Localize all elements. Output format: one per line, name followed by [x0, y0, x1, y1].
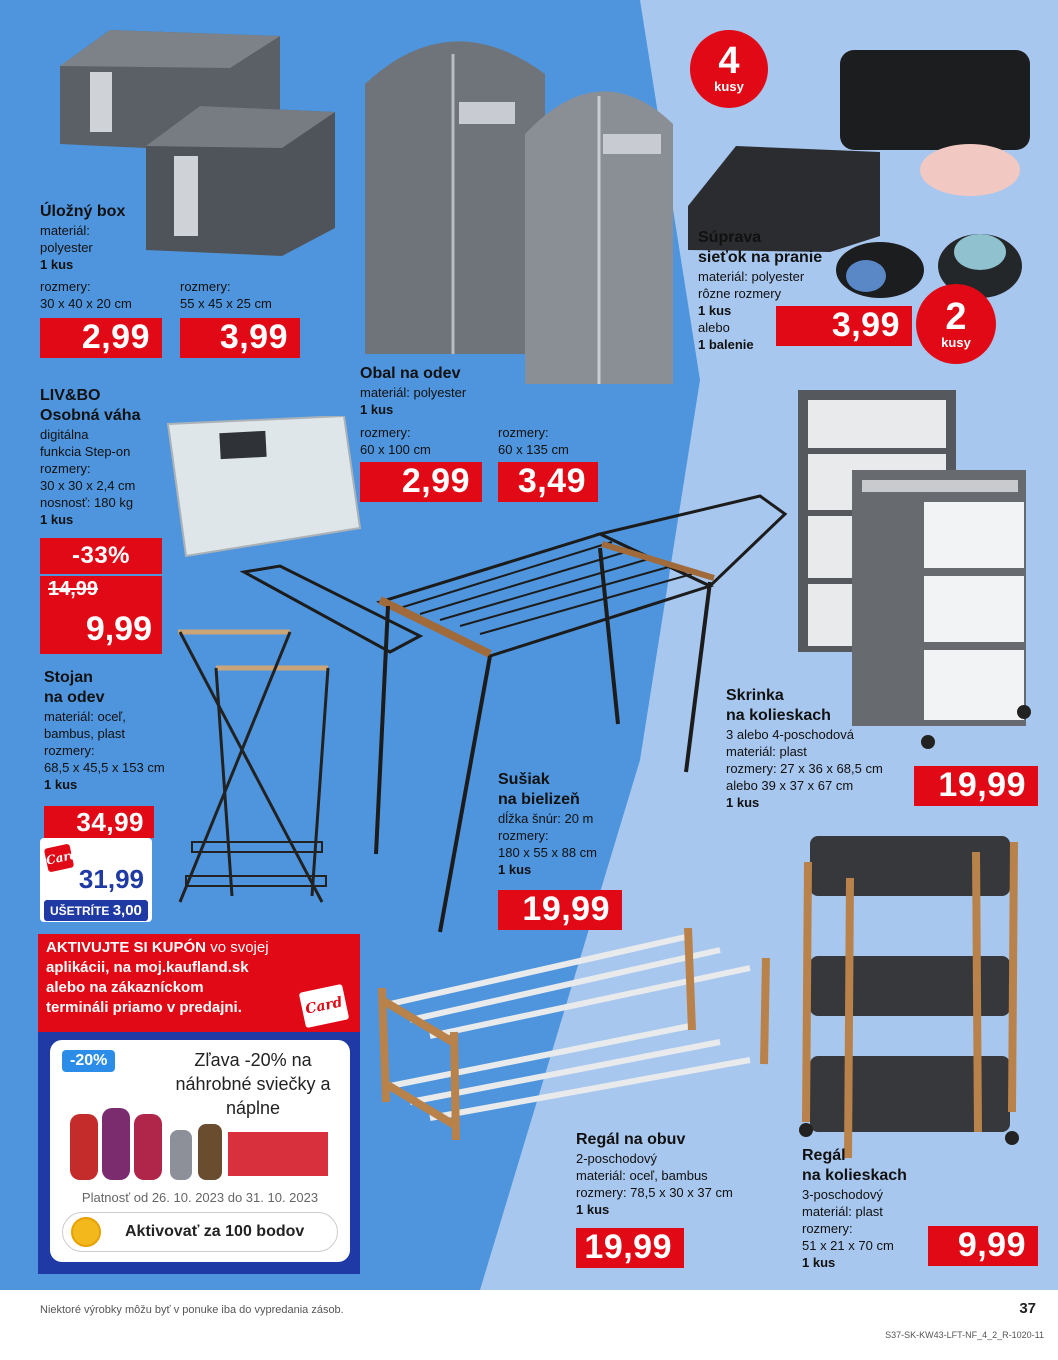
spec-line: materiál: — [40, 223, 90, 238]
activate-coupon-button[interactable] — [62, 1212, 338, 1252]
spec-line: 1 kus — [40, 512, 74, 527]
scale-price-box — [40, 576, 162, 654]
spec-line: rozmery: — [498, 828, 549, 843]
spec-line: 1 kus — [44, 777, 78, 792]
spec-line: 3 alebo 4-poschodová — [726, 727, 854, 742]
spec-line: alebo — [698, 320, 730, 335]
shoe-rack-info — [576, 1130, 733, 1218]
spec-line: materiál: polyester — [360, 385, 467, 400]
spec-line: dĺžka šnúr: 20 m — [498, 811, 594, 826]
garment-cover-size-1 — [360, 424, 431, 458]
page-number: 37 — [1019, 1300, 1036, 1317]
badge-number: 2 — [945, 296, 967, 338]
brand-name: LIV&BO — [40, 387, 101, 404]
spec-line: 2-poschodový — [576, 1151, 657, 1166]
clothes-rack-info — [44, 668, 165, 793]
activate-label: Aktivovať za 100 bodov — [125, 1223, 305, 1240]
product-title: Stojan — [44, 669, 93, 686]
product-title: Obal na odev — [360, 365, 461, 382]
laundry-nets-badge-2 — [916, 284, 996, 364]
spec-line: polyester — [40, 240, 93, 255]
promo-text: alebo na zákazníckom — [46, 979, 204, 996]
spec-line: funkcia Step-on — [40, 444, 131, 459]
promo-text: termináli priamo v predajni. — [46, 999, 242, 1016]
spec-line: 1 balenie — [698, 337, 754, 352]
size-label: rozmery: — [498, 425, 549, 440]
current-price: 9,99 — [85, 610, 152, 648]
trolley-price: 9,99 — [928, 1226, 1038, 1266]
old-price: 14,99 — [48, 578, 99, 600]
coupon-discount-badge: -20% — [62, 1050, 115, 1072]
spec-line: rozmery: — [802, 1221, 853, 1236]
scale-discount-badge: -33% — [40, 538, 162, 574]
coupon-validity: Platnosť od 26. 10. 2023 do 31. 10. 2023 — [81, 1190, 319, 1205]
storage-box-price-1: 2,99 — [40, 318, 162, 358]
size-label: rozmery: — [180, 279, 231, 294]
spec-line: 180 x 55 x 88 cm — [498, 845, 597, 860]
laundry-nets-badge-4 — [690, 30, 768, 108]
spec-line: 1 kus — [576, 1202, 610, 1217]
shoe-rack-price: 19,99 — [576, 1228, 684, 1268]
trolley-info — [802, 1146, 907, 1271]
spec-line: materiál: plast — [802, 1204, 883, 1219]
promo-text: aplikácii, na moj.kaufland.sk — [46, 959, 249, 976]
spec-line: 1 kus — [40, 257, 74, 272]
clothes-rack-price: 34,99 — [44, 806, 154, 838]
size-value: 60 x 100 cm — [360, 442, 431, 457]
storage-box-price-2: 3,99 — [180, 318, 300, 358]
coupon-instructions — [38, 934, 360, 1032]
spec-line: rozmery: — [40, 461, 91, 476]
coupon-card[interactable] — [50, 1040, 350, 1262]
scale-info — [40, 386, 140, 528]
coupon-description: Zľava -20% na náhrobné sviečky a náplne — [175, 1050, 331, 1118]
garment-cover-image — [355, 14, 675, 394]
spec-line: rozmery: 78,5 x 30 x 37 cm — [576, 1185, 733, 1200]
spec-line: 51 x 21 x 70 cm — [802, 1238, 894, 1253]
spec-line: 3-poschodový — [802, 1187, 883, 1202]
savings-label: UŠETRÍTE — [50, 904, 110, 918]
size-value: 60 x 135 cm — [498, 442, 569, 457]
product-title: na kolieskach — [726, 707, 831, 724]
spec-line: rozmery: 27 x 36 x 68,5 cm — [726, 761, 883, 776]
footer-note: Niektoré výrobky môžu byť v ponuke iba do vypredania zásob. — [40, 1304, 344, 1316]
spec-line: bambus, plast — [44, 726, 125, 741]
product-title: Osobná váha — [40, 407, 141, 424]
leaflet-code: S37-SK-KW43-LFT-NF_4_2_R-1020-11 — [885, 1330, 1044, 1340]
savings-badge — [44, 900, 148, 921]
drying-rack-info — [498, 770, 597, 878]
product-title: na kolieskach — [802, 1167, 907, 1184]
product-title: Súprava — [698, 229, 762, 246]
badge-unit: kusy — [941, 335, 971, 350]
garment-cover-price-2: 3,49 — [498, 462, 598, 502]
garment-cover-price-1: 2,99 — [360, 462, 482, 502]
promo-text: vo svojej — [206, 939, 269, 956]
shoe-rack-image — [370, 914, 780, 1144]
size-value: 55 x 45 x 25 cm — [180, 296, 272, 311]
spec-line: 30 x 30 x 2,4 cm — [40, 478, 136, 493]
product-title: Regál na obuv — [576, 1131, 686, 1148]
garment-cover-size-2 — [498, 424, 569, 458]
cabinet-price: 19,99 — [914, 766, 1038, 806]
savings-value: 3,00 — [112, 902, 142, 919]
product-title: Sušiak — [498, 771, 550, 788]
spec-line: 1 kus — [802, 1255, 836, 1270]
spec-line: 68,5 x 45,5 x 153 cm — [44, 760, 165, 775]
spec-line: alebo 39 x 37 x 67 cm — [726, 778, 854, 793]
promo-headline: AKTIVUJTE SI KUPÓN — [46, 939, 207, 956]
spec-line: 1 kus — [498, 862, 532, 877]
clothes-rack-card-price — [40, 838, 152, 922]
badge-unit: kusy — [714, 79, 744, 94]
spec-line: rozmery: — [44, 743, 95, 758]
spec-line: digitálna — [40, 427, 89, 442]
spec-line: materiál: oceľ, bambus — [576, 1168, 708, 1183]
card-price-value: 31,99 — [78, 864, 144, 894]
product-title: Úložný box — [40, 203, 126, 220]
cabinet-info — [726, 686, 883, 811]
coupon-panel — [38, 1032, 360, 1274]
size-label: rozmery: — [40, 279, 91, 294]
spec-line: materiál: plast — [726, 744, 807, 759]
product-title: Regál — [802, 1147, 846, 1164]
drying-rack-price: 19,99 — [498, 890, 622, 930]
card-logo-icon: Card — [44, 844, 74, 873]
spec-line: 1 kus — [726, 795, 760, 810]
spec-line: 1 kus — [698, 303, 732, 318]
badge-number: 4 — [718, 40, 740, 82]
garment-cover-info — [360, 364, 466, 418]
spec-line: materiál: oceľ, — [44, 709, 126, 724]
coin-icon — [71, 1217, 101, 1247]
spec-line: 1 kus — [360, 402, 394, 417]
candles-image — [66, 1084, 336, 1184]
product-title: sieťok na pranie — [698, 249, 823, 266]
spec-line: rôzne rozmery — [698, 286, 782, 301]
card-logo-icon: Card — [299, 984, 350, 1028]
spec-line: materiál: polyester — [698, 269, 805, 284]
storage-box-size-2 — [180, 278, 272, 312]
storage-box-size-1 — [40, 278, 132, 312]
coupon-promo — [38, 934, 360, 1274]
trolley-image — [790, 822, 1030, 1172]
spec-line: nosnosť: 180 kg — [40, 495, 134, 510]
laundry-nets-price: 3,99 — [776, 306, 912, 346]
product-title: Skrinka — [726, 687, 784, 704]
storage-box-info — [40, 202, 125, 273]
size-value: 30 x 40 x 20 cm — [40, 296, 132, 311]
size-label: rozmery: — [360, 425, 411, 440]
product-title: na bielizeň — [498, 791, 580, 808]
product-title: na odev — [44, 689, 105, 706]
